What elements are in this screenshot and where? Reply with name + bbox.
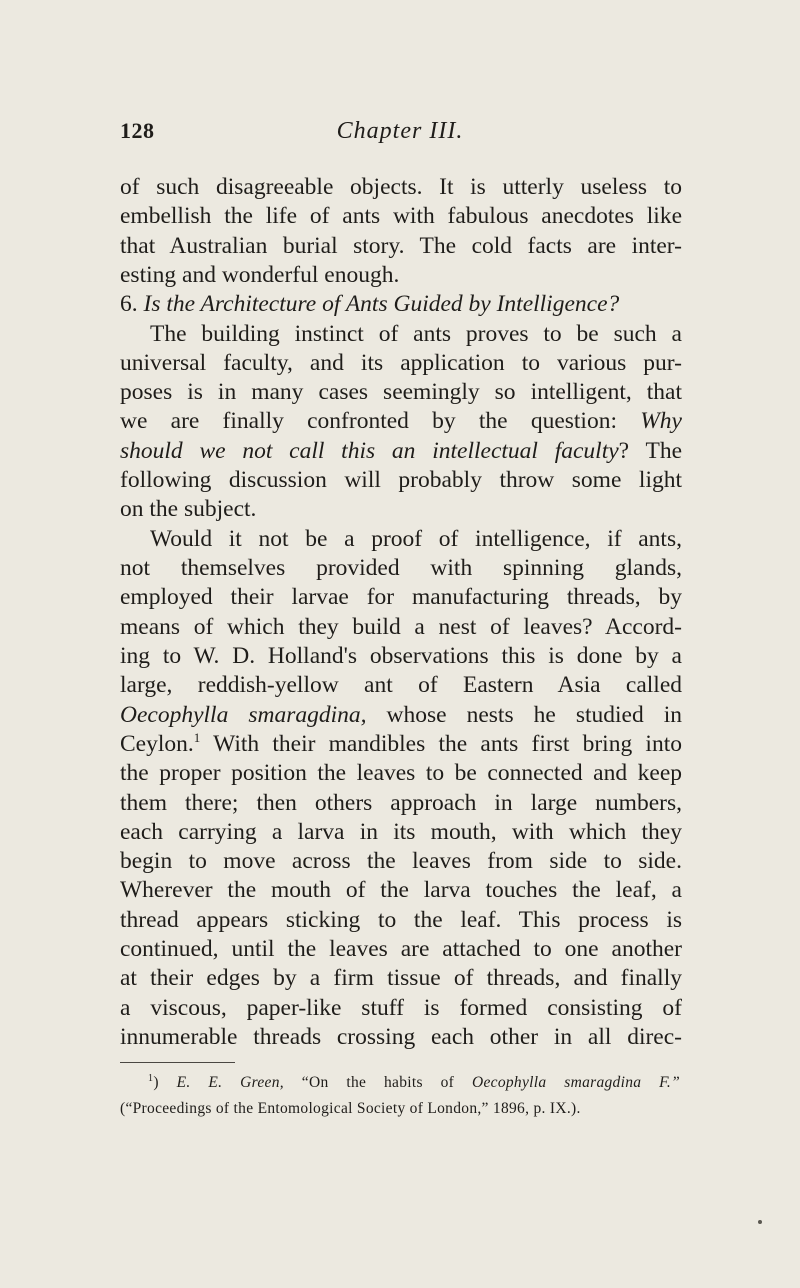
text-line: large, reddish-yellow ant of Eastern Asia called (120, 672, 682, 699)
italic-span: Why (640, 408, 682, 435)
text-line: that Australian burial story. The cold facts are inter- (120, 232, 682, 259)
species-name: Oecophylla smaragdina, (120, 701, 367, 728)
text-line: each carrying a larva in its mouth, with which they (120, 818, 682, 845)
footnote-reference[interactable]: 1 (193, 729, 201, 745)
text-span: whose nests he studied in (386, 701, 683, 728)
text-line: the proper position the leaves to be connected and keep (120, 760, 682, 787)
text-line (120, 729, 682, 759)
text-line: them there; then others approach in large numbers, (120, 789, 682, 816)
section-heading (120, 289, 682, 319)
text-line: at their edges by a firm tissue of threads, and finally (120, 965, 682, 992)
text-line: thread appears sticking to the leaf. This process is (120, 906, 682, 933)
text-span: Ceylon. (120, 730, 194, 757)
italic-span: should we not call this an intellectual faculty (120, 437, 619, 464)
text-span: we are finally confronted by the question: (120, 408, 617, 435)
text-line: employed their larvae for manufacturing threads, by (120, 584, 682, 611)
text-line: esting and wonderful enough. (120, 261, 400, 288)
text-line: continued, until the leaves are attached to one another (120, 936, 682, 963)
text-span: With their mandibles the ants first bring into (213, 730, 682, 757)
text-line: Wherever the mouth of the larva touches the leaf, a (120, 877, 682, 904)
text-line: of such disagreeable objects. It is utterly useless to (120, 174, 682, 200)
footnote-line (148, 1072, 680, 1094)
text-line: a viscous, paper-like stuff is formed consisting of (120, 994, 682, 1021)
text-line: not themselves provided with spinning glands, (120, 555, 682, 582)
text-line: on the subject. (120, 496, 257, 523)
footnote-paren: ) (153, 1074, 159, 1091)
footnote-line: (“Proceedings of the Entomological Society of London,” 1896, p. IX.). (120, 1100, 581, 1117)
text-line (120, 436, 682, 466)
text-line: Would it not be a proof of intelligence, if ants, (150, 525, 682, 552)
section-number: 6. (120, 291, 138, 318)
text-line: means of which they build a nest of leaves? Accord- (120, 613, 682, 640)
text-line: ing to W. D. Holland's observations this is done by a (120, 642, 682, 669)
text-line: The building instinct of ants proves to be such a (150, 320, 682, 347)
page-header (120, 118, 680, 152)
page-number: 128 (120, 118, 155, 143)
footnote-marker: 1 (148, 1073, 154, 1084)
text-line (120, 406, 682, 436)
section-title: Is the Architecture of Ants Guided by Intelligence? (143, 291, 620, 318)
running-head: Chapter III. (336, 118, 464, 144)
paper-speck (758, 1220, 762, 1224)
text-line: embellish the life of ants with fabulous anecdotes like (120, 203, 682, 230)
text-line (120, 700, 682, 730)
text-line: poses is in many cases seemingly so intelligent, that (120, 379, 682, 406)
text-span: ? The (618, 437, 682, 464)
footnote-divider (120, 1062, 235, 1063)
text-line: begin to move across the leaves from side to side. (120, 848, 682, 875)
text-line: following discussion will probably throw some light (120, 467, 682, 494)
footnote-author: E. E. Green, (176, 1074, 284, 1091)
footnote-species: Oecophylla smaragdina F.” (471, 1074, 680, 1091)
text-line: innumerable threads crossing each other in all direc- (120, 1024, 682, 1050)
footnote-title: “On the habits of (301, 1074, 455, 1091)
text-line: universal faculty, and its application to various pur- (120, 349, 682, 376)
